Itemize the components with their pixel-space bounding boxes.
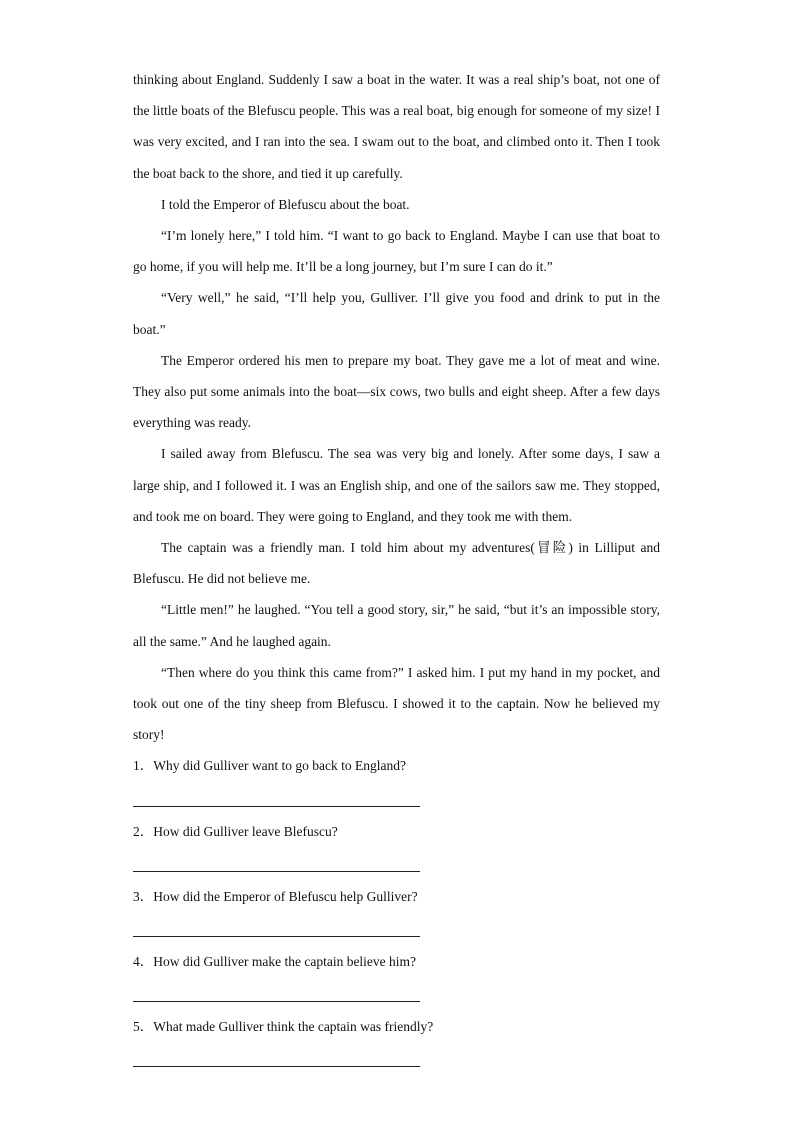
answer-line[interactable] [133,871,420,872]
question-text [133,750,660,781]
question-item [133,750,660,806]
answer-line[interactable] [133,936,420,937]
answer-line[interactable] [133,1001,420,1002]
question-number: 2． [133,823,154,839]
question-list [133,750,660,1067]
question-label: How did Gulliver leave Blefuscu? [153,823,338,839]
question-text [133,946,660,977]
story-paragraph: The captain was a friendly man. I told him about my adventures(冒险) in Lilliput and Blefuscu. He did not believe me. [133,540,660,587]
question-number: 1． [133,758,154,774]
story-paragraph: The Emperor ordered his men to prepare my boat. They gave me a lot of meat and wine. They also put some animals into the boat—six cows, two bulls and eight sheep. After a few days everything was ready. [133,352,660,431]
story-paragraph: “Very well,” he said, “I’ll help you, Gulliver. I’ll give you food and drink to put in the boat.” [133,290,660,337]
question-label: How did the Emperor of Blefuscu help Gulliver? [153,888,418,904]
story-text [133,64,660,750]
question-text [133,1011,660,1042]
story-paragraph: I sailed away from Blefuscu. The sea was very big and lonely. After some days, I saw a large ship, and I followed it. I was an English ship, and one of the sailors saw me. They stopped, and took me on board. They were going to England, and they took me with them. [133,446,660,524]
question-item [133,1011,660,1067]
question-label: Why did Gulliver want to go back to England? [153,758,406,774]
answer-line[interactable] [133,1066,420,1067]
question-item [133,881,660,937]
question-number: 4． [133,954,154,970]
answer-line[interactable] [133,806,420,807]
story-paragraph: “Then where do you think this came from?” I asked him. I put my hand in my pocket, and took out one of the tiny sheep from Blefuscu. I showed it to the captain. Now he believed my story! [133,664,660,743]
question-number: 3． [133,888,154,904]
question-label: How did Gulliver make the captain believe him? [153,954,417,970]
question-item [133,946,660,1002]
story-paragraph: “I’m lonely here,” I told him. “I want to go back to England. Maybe I can use that boat to go home, if you will help me. It’ll be a long journey, but I’m sure I can do it.” [133,228,660,275]
story-paragraph: I told the Emperor of Blefuscu about the boat. [161,196,410,212]
question-number: 5． [133,1019,154,1035]
question-item [133,816,660,872]
question-text [133,816,660,847]
question-label: What made Gulliver think the captain was friendly? [153,1019,434,1035]
question-text [133,881,660,912]
story-paragraph: “Little men!” he laughed. “You tell a good story, sir,” he said, “but it’s an impossible story, all the same.” And he laughed again. [133,602,660,649]
story-paragraph: thinking about England. Suddenly I saw a boat in the water. It was a real ship’s boat, not one of the little boats of the Blefuscu people. This was a real boat, big enough for someone of my size! I was very excited, and I ran into the sea. I swam out to the boat, and climbed onto it. Then I took the boat back to the shore, and tied it up carefully. [133,72,660,181]
